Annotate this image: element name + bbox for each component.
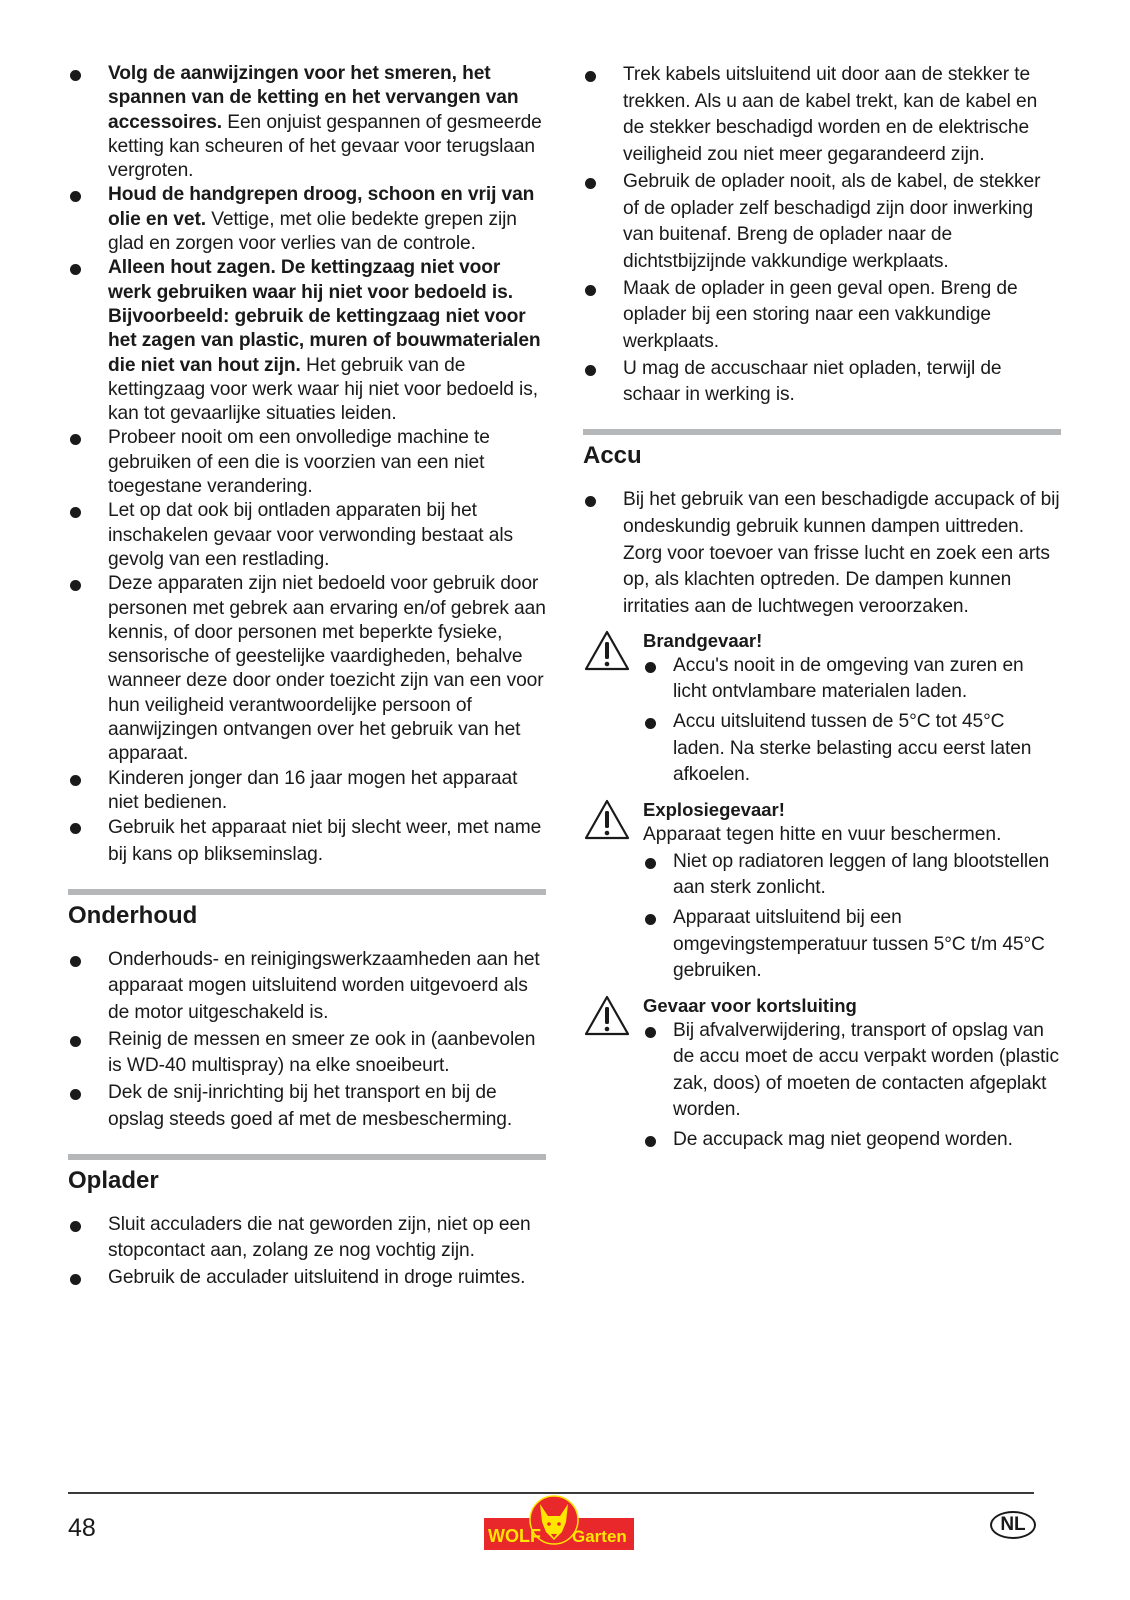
bullet-icon	[585, 365, 596, 376]
safety-instructions-list	[68, 62, 546, 869]
bullet-icon	[70, 1036, 81, 1047]
warning-triangle-icon	[583, 994, 631, 1038]
warning-triangle-icon	[583, 798, 631, 842]
warning-intro: Apparaat tegen hitte en vuur beschermen.	[643, 824, 1002, 846]
list-item	[68, 62, 546, 183]
bullet-icon	[70, 823, 81, 834]
wolf-garten-logo	[484, 1494, 634, 1554]
bullet-icon	[70, 580, 81, 591]
language-badge: NL	[990, 1511, 1036, 1539]
bullet-bold-text: Volg de aanwijzingen voor het smeren, het spannen van de ketting en het vervangen van accessoires.	[108, 63, 519, 133]
bullet-text: Accu's nooit in de omgeving van zuren en licht ontvlambare materialen laden.	[673, 654, 1024, 702]
list-item	[68, 1265, 546, 1292]
bullet-icon	[70, 191, 81, 202]
list-item	[583, 276, 1061, 356]
warning-title: Brandgevaar!	[643, 629, 763, 651]
list-item	[583, 356, 1061, 409]
bullet-icon	[645, 1136, 656, 1147]
charger-list	[68, 1212, 546, 1292]
list-item	[583, 169, 1061, 276]
bullet-text: Het gebruik van de kettingzaag voor werk waar hij niet voor bedoeld is, kan tot gevaarlijke situaties leiden.	[108, 354, 538, 425]
bullet-text: Niet op radiatoren leggen of lang blootstellen aan sterk zonlicht.	[673, 850, 1050, 898]
bullet-text: Apparaat uitsluitend bij een omgevingstemperatuur tussen 5°C t/m 45°C gebruiken.	[673, 907, 1045, 981]
section-title: Accu	[583, 442, 642, 470]
warning-triangle-icon	[583, 629, 631, 673]
section-divider	[68, 1154, 546, 1160]
list-item	[643, 1018, 1061, 1123]
bullet-icon	[645, 718, 656, 729]
bullet-icon	[645, 1027, 656, 1038]
list-item	[643, 905, 1061, 984]
list-item	[68, 1212, 546, 1265]
bullet-icon	[70, 507, 81, 518]
bullet-bold-text: Houd de handgrepen droog, schoon en vrij van olie en vet.	[108, 184, 535, 230]
list-item	[68, 815, 546, 868]
bullet-icon	[70, 264, 81, 275]
section-oplader	[68, 1154, 546, 1292]
bullet-text: U mag de accuschaar niet opladen, terwijl de schaar in werking is.	[623, 357, 1002, 406]
list-item	[643, 709, 1061, 788]
warning-title: Explosiegevaar!	[643, 799, 785, 821]
warning-explosion	[583, 798, 1061, 984]
bullet-icon	[70, 956, 81, 967]
list-item	[643, 653, 1061, 706]
bullet-text: Probeer nooit om een onvolledige machine te gebruiken of een die is voorzien van een niet toegestane verandering.	[108, 427, 490, 498]
battery-list	[583, 487, 1061, 621]
bullet-text: Bij afvalverwijdering, transport of opslag van de accu moet de accu verpakt worden (plastic zak, doos) of moeten de contacten afgeplakt worden.	[673, 1020, 1059, 1121]
bullet-text: Let op dat ook bij ontladen apparaten bij het inschakelen gevaar voor verwonding bestaat als gevolg van een restlading.	[108, 500, 513, 570]
bullet-text: Maak de oplader in geen geval open. Breng de oplader bij een storing naar een vakkundige werkplaats.	[623, 277, 1018, 353]
bullet-text: Een onjuist gespannen of gesmeerde ketting kan scheuren of het gevaar voor terugslaan vergroten.	[108, 111, 542, 182]
logo-text-garten: Garten	[572, 1527, 627, 1546]
bullet-icon	[70, 434, 81, 445]
bullet-bold-text: Alleen hout zagen. De kettingzaag niet voor werk gebruiken waar hij niet voor bedoeld is. Bijvoorbeeld: gebruik de kettingzaag niet voor het zagen van plastic, muren of bouwmaterialen die niet van hout zijn.	[108, 257, 541, 376]
list-item	[583, 62, 1061, 169]
bullet-text: Accu uitsluitend tussen de 5°C tot 45°C laden. Na sterke belasting accu eerst laten afkoelen.	[673, 711, 1032, 785]
section-title: Oplader	[68, 1166, 159, 1194]
list-item	[583, 487, 1061, 621]
section-onderhoud	[68, 889, 546, 1134]
warning-list	[643, 1018, 1061, 1153]
list-item	[68, 1080, 546, 1133]
list-item	[68, 767, 546, 816]
bullet-text: Bij het gebruik van een beschadigde accupack of bij ondeskundig gebruik kunnen dampen uittreden. Zorg voor toevoer van frisse lucht en zoek een arts op, als klachten optreden. De dampen kunnen irritaties aan de luchtwegen veroorzaken.	[623, 489, 1060, 617]
charger-safety-list	[583, 62, 1061, 409]
bullet-text: Reinig de messen en smeer ze ook in (aanbevolen is WD-40 multispray) na elke snoeibeurt.	[108, 1028, 536, 1077]
bullet-text: Gebruik de oplader nooit, als de kabel, de stekker of de oplader zelf beschadigd zijn door inwerking van buitenaf. Breng de oplader naar de dichtstbijzijnde vakkundige werkplaats.	[623, 170, 1041, 272]
bullet-text: Gebruik het apparaat niet bij slecht weer, met name bij kans op blikseminslag.	[108, 817, 542, 865]
bullet-text: Deze apparaten zijn niet bedoeld voor gebruik door personen met gebrek aan ervaring en/of gebrek aan kennis, of door personen met beperkte fysieke, sensorische of geestelijke vaardigheden, behalve wanneer deze door onder toezicht zijn van een voor hun veiligheid verantwoordelijke persoon of aanwijzingen ontvangen over het gebruik van het apparaat.	[108, 573, 546, 765]
bullet-text: Onderhouds- en reinigingswerkzaamheden aan het apparaat mogen uitsluitend worden uitgevoerd als de motor uitgeschakeld is.	[108, 948, 540, 1024]
warning-list	[643, 849, 1061, 984]
bullet-icon	[585, 496, 596, 507]
warning-list	[643, 653, 1061, 788]
section-divider	[583, 429, 1061, 435]
right-column	[583, 62, 1061, 1154]
bullet-icon	[585, 285, 596, 296]
bullet-icon	[645, 662, 656, 673]
list-item	[68, 256, 546, 426]
warning-fire	[583, 629, 1061, 788]
bullet-text: Dek de snij-inrichting bij het transport en bij de opslag steeds goed af met de mesbescherming.	[108, 1082, 513, 1130]
bullet-text: Trek kabels uitsluitend uit door aan de stekker te trekken. Als u aan de kabel trekt, kan de kabel en de stekker beschadigd worden en de elektrische veiligheid zou niet meer gegarandeerd zijn.	[623, 64, 1038, 166]
page-number: 48	[68, 1514, 96, 1542]
bullet-text: Kinderen jonger dan 16 jaar mogen het apparaat niet bedienen.	[108, 767, 518, 813]
list-item	[68, 1027, 546, 1080]
list-item	[68, 499, 546, 572]
list-item	[68, 947, 546, 1027]
left-column	[68, 62, 546, 1292]
bullet-icon	[585, 71, 596, 82]
bullet-icon	[70, 1221, 81, 1232]
list-item	[68, 183, 546, 256]
list-item	[643, 849, 1061, 902]
section-title: Onderhoud	[68, 901, 198, 929]
maintenance-list	[68, 947, 546, 1134]
bullet-icon	[70, 1089, 81, 1100]
bullet-icon	[70, 775, 81, 786]
bullet-text: De accupack mag niet geopend worden.	[673, 1129, 1013, 1151]
warning-short-circuit	[583, 994, 1061, 1153]
bullet-icon	[645, 858, 656, 869]
bullet-text: Sluit acculaders die nat geworden zijn, niet op een stopcontact aan, zolang ze nog vochtig zijn.	[108, 1213, 531, 1262]
bullet-icon	[585, 178, 596, 189]
section-accu	[583, 429, 1061, 1153]
logo-text-wolf: WOLF	[488, 1526, 541, 1546]
bullet-icon	[645, 914, 656, 925]
list-item	[68, 426, 546, 499]
bullet-icon	[70, 70, 81, 81]
bullet-icon	[70, 1274, 81, 1285]
list-item	[643, 1127, 1061, 1153]
list-item	[68, 572, 546, 766]
bullet-text: Gebruik de acculader uitsluitend in droge ruimtes.	[108, 1266, 526, 1288]
warning-title: Gevaar voor kortsluiting	[643, 995, 857, 1017]
section-divider	[68, 889, 546, 895]
bullet-text: Vettige, met olie bedekte grepen zijn glad en zorgen voor verlies van de controle.	[108, 208, 517, 255]
